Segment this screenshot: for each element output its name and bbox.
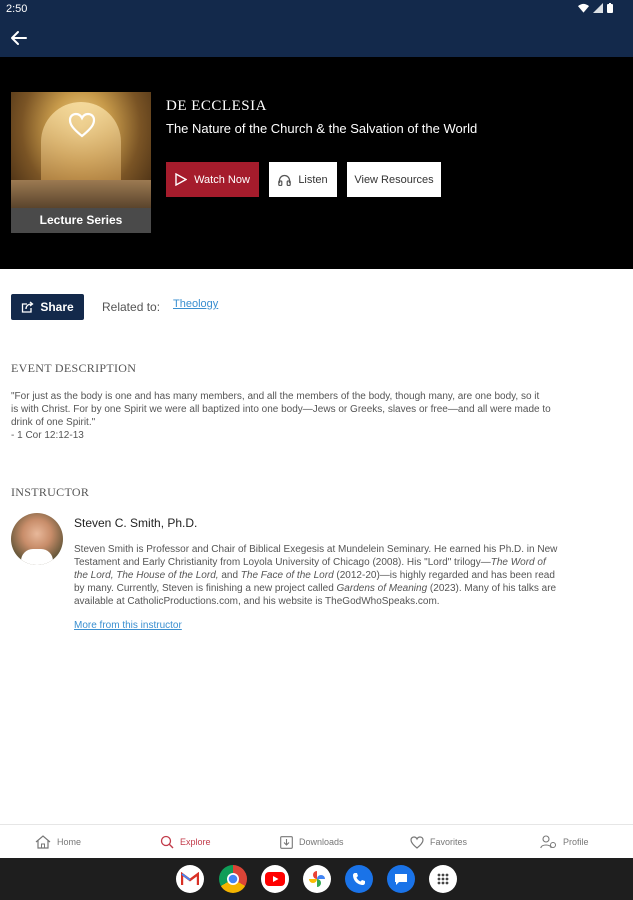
back-arrow-icon[interactable] <box>9 28 29 48</box>
status-bar <box>0 0 633 19</box>
messages-icon[interactable] <box>387 865 415 893</box>
chrome-icon[interactable] <box>219 865 247 893</box>
heart-icon <box>410 836 424 849</box>
instructor-name: Steven C. Smith, Ph.D. <box>74 516 198 530</box>
nav-downloads-label: Downloads <box>299 837 344 847</box>
nav-home[interactable] <box>35 825 81 859</box>
nav-favorites[interactable] <box>410 825 467 859</box>
series-subtitle: The Nature of the Church & the Salvation of the World <box>166 121 478 136</box>
series-thumbnail[interactable] <box>11 92 151 233</box>
thumbnail-label: Lecture Series <box>11 208 151 233</box>
nav-explore-label: Explore <box>180 837 211 847</box>
share-icon <box>21 301 34 313</box>
youtube-icon[interactable] <box>261 865 289 893</box>
listen-button[interactable] <box>269 162 337 197</box>
search-icon <box>160 835 174 849</box>
more-from-instructor-link[interactable]: More from this instructor <box>74 620 182 631</box>
view-resources-label: View Resources <box>354 173 434 186</box>
listen-label: Listen <box>298 173 328 186</box>
hero-banner <box>0 57 633 269</box>
signal-icon <box>593 3 603 13</box>
app-bar <box>0 19 633 57</box>
photos-icon[interactable] <box>303 865 331 893</box>
play-icon <box>175 173 187 186</box>
home-icon <box>35 835 51 849</box>
headphones-icon <box>278 174 291 186</box>
wifi-icon <box>578 3 589 13</box>
nav-home-label: Home <box>57 837 82 847</box>
nav-profile[interactable] <box>540 825 589 859</box>
battery-icon <box>607 3 613 13</box>
instructor-heading: INSTRUCTOR <box>11 485 90 499</box>
watch-now-button[interactable] <box>166 162 259 197</box>
status-time: 2:50 <box>6 3 28 15</box>
favorite-heart-icon[interactable] <box>68 112 96 138</box>
related-topic-link[interactable]: Theology <box>173 298 219 310</box>
share-label: Share <box>40 300 74 314</box>
gmail-icon[interactable] <box>176 865 204 893</box>
related-label: Related to: <box>102 300 161 314</box>
share-button[interactable] <box>11 294 84 320</box>
status-icons <box>578 3 613 13</box>
system-taskbar <box>0 858 633 900</box>
view-resources-button[interactable] <box>347 162 441 197</box>
instructor-avatar[interactable] <box>11 513 63 565</box>
instructor-bio: Steven Smith is Professor and Chair of Biblical Exegesis at Mundelein Seminary. He earned his Ph.D. in New Testament and Early Christianity from Loyola University of Chicago (2008). His "Lord" trilogy—The Word of the Lord, The House of the Lord, and The Face of the Lord (2012-20)—is highly regarded and has been read by many. Currently, Steven is finishing a new project called Gardens of Meaning (2023). Many of his talks are available at CatholicProductions.com, and his website is TheGodWhoSpeaks.com. <box>74 544 558 607</box>
nav-favorites-label: Favorites <box>430 837 468 847</box>
download-icon <box>280 836 293 849</box>
series-title: DE ECCLESIA <box>166 98 267 114</box>
app-drawer-icon[interactable] <box>429 865 457 893</box>
cathedral-image <box>11 92 151 208</box>
phone-icon[interactable] <box>345 865 373 893</box>
bottom-nav <box>0 824 633 858</box>
nav-explore[interactable] <box>160 825 211 859</box>
event-description-text: "For just as the body is one and has many members, and all the members of the body, though many, are one body, so it is with Christ. For by one Spirit we were all baptized into one body—Jews or Greeks, slaves or free—and all were made to drink of one Spirit." - 1 Cor 12:12-13 <box>11 391 551 441</box>
event-description-heading: EVENT DESCRIPTION <box>11 361 137 375</box>
profile-icon <box>540 835 557 849</box>
watch-now-label: Watch Now <box>194 173 250 186</box>
nav-downloads[interactable] <box>280 825 344 859</box>
nav-profile-label: Profile <box>563 837 589 847</box>
